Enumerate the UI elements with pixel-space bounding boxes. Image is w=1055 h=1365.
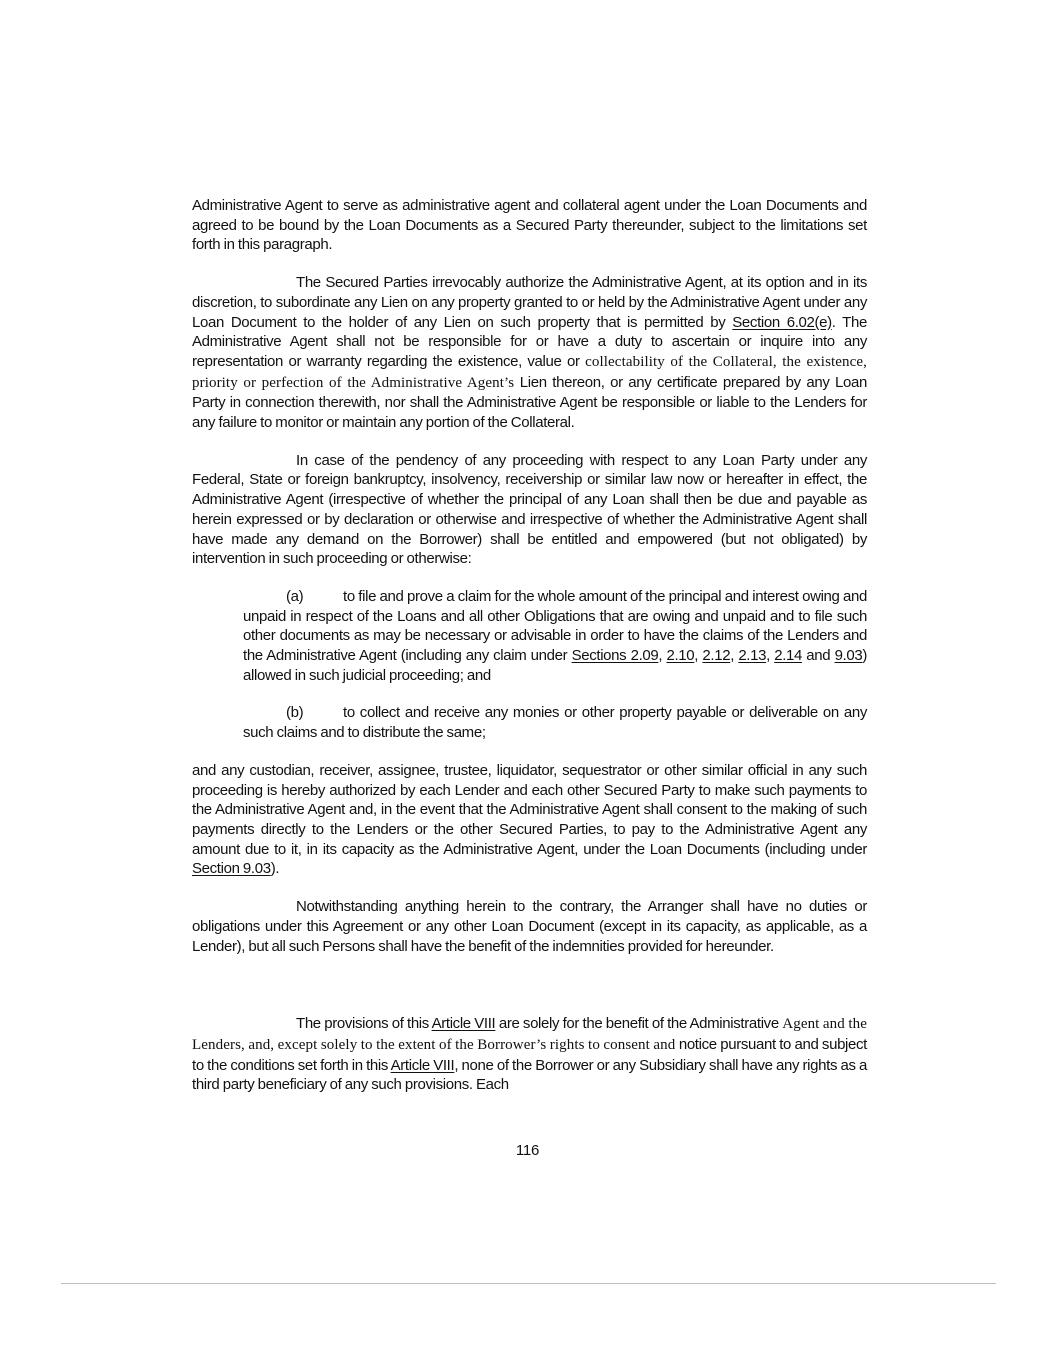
- paragraph-text-serif: Agent and the Lenders, and, except solely to the extent of the Borrower’s rights to consent and: [192, 1016, 867, 1053]
- article-reference-link[interactable]: Article VIII: [431, 1015, 496, 1033]
- separator: ,: [766, 647, 775, 665]
- section-reference-link[interactable]: 2.13: [738, 647, 767, 665]
- separator: ,: [694, 647, 703, 665]
- paragraph-text: are solely for the benefit of the Administrative: [495, 1015, 783, 1033]
- paragraph-lien-subordination: [192, 273, 867, 433]
- paragraph-text: and any custodian, receiver, assignee, trustee, liquidator, sequestrator or other similar official in any such proceeding is hereby authorized by each Lender and each other Secured Party to make such payments to the Administrative Agent and, in the event that the Administrative Agent shall consent to the making of such payments directly to the Lenders or the other Secured Parties, to pay to the Administrative Agent any amount due to it, in its capacity as the Administrative Agent, under the Loan Documents (including under: [192, 761, 867, 858]
- paragraph-custodian-authorization: [192, 761, 867, 879]
- clause-label: (b): [286, 704, 304, 722]
- paragraph-text: The provisions of this: [296, 1015, 432, 1033]
- paragraph-text: , none of the Borrower or any Subsidiary shall have any rights as a third party beneficiary of any such provisions. Each: [192, 1056, 867, 1094]
- paragraph-text: notice pursuant to and subject to the conditions set forth in this: [192, 1035, 868, 1074]
- paragraph-article-provisions: [192, 1014, 867, 1095]
- paragraph-agent-appointment: [192, 196, 867, 255]
- paragraph-text: to file and prove a claim for the whole amount of the principal and interest owing and unpaid in respect of the Loans and all other Obligations that are owing and unpaid and to file such other documents as may be necessary or advisable in order to have the claims of the Lenders and the Administrative Agent (including any claim under: [243, 587, 867, 665]
- paragraph-text: to collect and receive any monies or other property payable or deliverable on any such claims and to distribute the same;: [243, 704, 867, 742]
- clause-a: [243, 587, 867, 686]
- paragraph-text: ).: [270, 860, 280, 878]
- section-reference-link[interactable]: Section 6.02(e): [732, 313, 832, 331]
- paragraph-arranger-duties: [192, 897, 867, 956]
- paragraph-text: Lien thereon, or any certificate prepared by any Loan Party in connection therewith, nor shall the Administrative Agent be responsible or liable to the Lenders for any failure to monitor or maintain any portion of the Collateral.: [192, 373, 867, 432]
- section-reference-link[interactable]: Sections 2.09: [571, 647, 659, 665]
- separator: and: [802, 647, 835, 665]
- section-reference-link[interactable]: 2.12: [702, 647, 731, 665]
- paragraph-text: ) allowed in such judicial proceeding; and: [243, 647, 868, 684]
- clause-label: (a): [286, 587, 304, 605]
- page-number: 116: [515, 1142, 540, 1159]
- paragraph-bankruptcy-proceeding: [192, 451, 867, 569]
- section-reference-link[interactable]: 2.10: [666, 647, 695, 665]
- paragraph-text: The Secured Parties irrevocably authorize the Administrative Agent, at its option and in its discretion, to subordinate any Lien on any property granted to or held by the Administrative Agent under any Loan Document to the holder of any Lien on such property that is permitted by: [192, 274, 867, 331]
- section-reference-link[interactable]: Section 9.03: [192, 860, 271, 878]
- section-reference-link[interactable]: 2.14: [774, 647, 803, 665]
- clause-b: [243, 703, 867, 742]
- separator: ,: [730, 647, 739, 665]
- document-page: [192, 196, 867, 1095]
- separator: ,: [658, 647, 667, 665]
- paragraph-text: Administrative Agent to serve as administrative agent and collateral agent under the Loan Documents and agreed to be bound by the Loan Documents as a Secured Party thereunder, subject to the limitations set forth in this paragraph.: [192, 197, 867, 254]
- paragraph-text: . The Administrative Agent shall not be responsible for or have a duty to ascertain or inquire into any representation or warranty regarding the existence, value or: [192, 313, 867, 370]
- page-divider: [61, 1283, 996, 1284]
- paragraph-text-serif: collectability of the Collateral, the existence, priority or perfection of the Administrative Agent’s: [192, 353, 868, 391]
- section-reference-link[interactable]: 9.03: [834, 647, 863, 665]
- article-reference-link[interactable]: Article VIII: [390, 1056, 455, 1074]
- paragraph-text: Notwithstanding anything herein to the contrary, the Arranger shall have no duties or obligations under this Agreement or any other Loan Document (except in its capacity, as applicable, as a Lender), but all such Persons shall have the benefit of the indemnities provided for hereunder.: [192, 898, 867, 955]
- paragraph-text: In case of the pendency of any proceeding with respect to any Loan Party under any Federal, State or foreign bankruptcy, insolvency, receivership or similar law now or hereafter in effect, the Administrative Agent (irrespective of whether the principal of any Loan shall then be due and payable as herein expressed or by declaration or otherwise and irrespective of whether the Administrative Agent shall have made any demand on the Borrower) shall be entitled and empowered (but not obligated) by intervention in such proceeding or otherwise:: [192, 451, 867, 568]
